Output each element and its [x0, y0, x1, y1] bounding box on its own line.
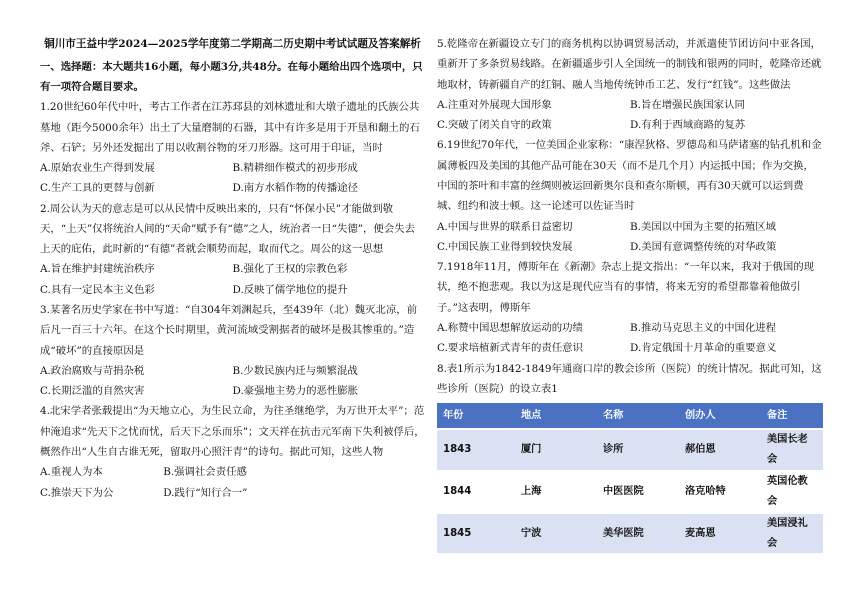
question-2-stem: 2.周公认为天的意志是可以从民情中反映出来的，只有“怀保小民”才能做到敬天，“上天”仅将统治人间的“天命”赋予有“德”之人，统治者一日“失德”，便会失去上天的庇佑，此时新的“有德”者就会顺势而起，取而代之。周公的这一思想 [40, 202, 415, 256]
question-1-options [40, 178, 425, 198]
option-d: D.美国有意调整传统的对华政策 [630, 240, 777, 253]
question-7-stem: 7.1918年11月，傅斯年在《新潮》杂志上提文指出：“一年以来，我对于俄国的现状，绝不抱悲观。我以为这是现代应当有的事情，将来无穷的希望都靠着他做引子。”这表明，傅斯年 [437, 261, 814, 314]
question-7-options [437, 318, 823, 338]
option-d: D.有利于西域商路的复苏 [630, 119, 746, 132]
cell-remark: 英国伦教会 [761, 472, 823, 512]
right-column [437, 34, 823, 555]
question-6-stem: 6.19世纪70年代，一位美国企业家称：“康涅狄格、罗德岛和马萨诸塞的钻孔机和金属薄板四及美国的其他产品可能在30天（而不是几个月）内运抵中国；作为交换，中国的茶叶和丰富的丝绸则被运回新奥尔良和查尔斯顿，再有30天就可以运到费城、纽约和波士顿。这一论述可以佐证当时 [437, 139, 822, 213]
question-7-options [437, 338, 823, 358]
question-6-options [437, 237, 823, 257]
cell-name: 诊所 [597, 430, 679, 470]
cell-location: 上海 [515, 472, 597, 512]
question-2-options [40, 259, 425, 279]
question-1-stem: 1.20世纪60年代中叶，考古工作者在江苏邳县的刘林遗址和大墩子遗址的氏族公共墓地（距今5000余年）出土了大量磨制的石器，其中有许多是用于开垦和翻土的石斧、石铲；另外还发掘出了用以收割谷物的牙刀形器。这可用于印证，当时 [40, 101, 420, 154]
question-5-options [437, 95, 823, 115]
header-remark: 备注 [761, 403, 823, 428]
table-row [437, 430, 823, 470]
question-6-options [437, 217, 823, 237]
option-c: C.突破了闭关自守的政策 [437, 119, 552, 132]
cell-location: 宁波 [515, 514, 597, 554]
option-b: B.精耕细作模式的初步形成 [232, 162, 358, 175]
option-d: D.反映了儒学地位的提升 [232, 283, 348, 296]
question-1-options [40, 158, 425, 178]
header-year: 年份 [437, 403, 515, 428]
option-c: C.具有一定民本主义色彩 [40, 283, 155, 296]
left-column [40, 34, 425, 503]
option-b: B.推动马克思主义的中国化进程 [630, 321, 777, 334]
table-row [437, 472, 823, 512]
option-c: C.要求培植新式青年的责任意识 [437, 342, 583, 355]
option-d: D.肯定俄国十月革命的重要意义 [630, 342, 777, 355]
cell-founder: 洛克哈特 [679, 472, 761, 512]
question-5-stem: 5.乾隆帝在新疆设立专门的商务机构以协调贸易活动，并派遣使节团访问中亚各国，重新开了多条贸易线路。在新疆遥步引人全国统一的制钱和银两的同时，乾隆帝还就地取材，铸新疆自产的红铜、融人当地传统钟币工艺、发行“红钱”。这些做法 [437, 38, 822, 91]
question-4-options [40, 462, 425, 482]
question-5-options [437, 115, 823, 135]
question-2-options [40, 280, 425, 300]
option-a: A.称赞中国思想解放运动的功绩 [437, 321, 583, 334]
header-location: 地点 [515, 403, 597, 428]
option-d: D.南方水稻作物的传播途径 [232, 182, 359, 195]
cell-name: 美华医院 [597, 514, 679, 554]
table-header-row [437, 403, 823, 428]
cell-remark: 美国长老会 [761, 430, 823, 470]
cell-location: 厦门 [515, 430, 597, 470]
option-d: D.践行“知行合一” [163, 486, 248, 499]
question-4-stem: 4.北宋学者张载提出“为天地立心，为生民立命，为往圣继绝学，为万世开太平”；范仲淹追求“先天下之忧而忧，后天下之乐而乐”；文天祥在抗击元军南下失利被俘后，概然作出“人生自古谁无死，留取丹心照汗青”的诗句。据此可知，这些人物 [40, 405, 425, 458]
question-3-options [40, 361, 425, 381]
option-a: A.政治腐败与苛捐杂税 [40, 364, 145, 377]
question-3-options [40, 381, 425, 401]
question-4-options [40, 483, 425, 503]
header-name: 名称 [597, 403, 679, 428]
option-c: C.长期泛滥的自然灾害 [40, 385, 145, 398]
option-a: A.注重对外展现大国形象 [437, 98, 552, 111]
option-a: A.原始农业生产得到发展 [40, 162, 155, 175]
exam-title: 铜川市王益中学2024—2025学年度第二学期高二历史期中考试试题及答案解析 [44, 38, 421, 50]
cell-founder: 郝伯恩 [679, 430, 761, 470]
cell-year: 1845 [437, 514, 515, 554]
option-b: B.美国以中国为主要的拓殖区域 [630, 220, 777, 233]
cell-founder: 麦高恩 [679, 514, 761, 554]
option-b: B.强化了王权的宗教色彩 [232, 263, 348, 276]
option-b: B.旨在增强民族国家认同 [630, 98, 745, 111]
section-heading: 一、选择题：本大题共16小题，每小题3分,共48分。在每小题给出四个选项中，只有一项符合题目要求。 [40, 60, 423, 93]
cell-remark: 美国浸礼会 [761, 514, 823, 554]
option-b: B.少数民族内迁与频繁混战 [232, 364, 358, 377]
option-b: B.强调社会责任感 [163, 466, 247, 479]
option-c: C.推崇天下为公 [40, 486, 114, 499]
table-row [437, 514, 823, 554]
option-d: D.豪强地主势力的恶性膨胀 [232, 385, 359, 398]
header-founder: 创办人 [679, 403, 761, 428]
option-a: A.旨在维护封建统治秩序 [40, 263, 155, 276]
option-a: A.中国与世界的联系日益密切 [437, 220, 573, 233]
option-c: C.生产工具的更替与创新 [40, 182, 155, 195]
cell-year: 1844 [437, 472, 515, 512]
question-3-stem: 3.某著名历史学家在书中写道：“自304年刘渊起兵，至439年（北）魏灭北凉，前后凡一百三十六年。在这个长时期里，黄河流域受割据者的破坏是极其惨重的。”造成“破坏”的直接原因是 [40, 304, 417, 357]
cell-year: 1843 [437, 430, 515, 470]
cell-name: 中医医院 [597, 472, 679, 512]
option-a: A.重视人为本 [40, 466, 103, 479]
option-c: C.中国民族工业得到较快发展 [437, 240, 573, 253]
clinic-table [437, 401, 823, 555]
question-8-stem: 8.表1所示为1842-1849年通商口岸的教会诊所（医院）的统计情况。据此可知，这些诊所（医院）的设立表1 [437, 362, 822, 395]
